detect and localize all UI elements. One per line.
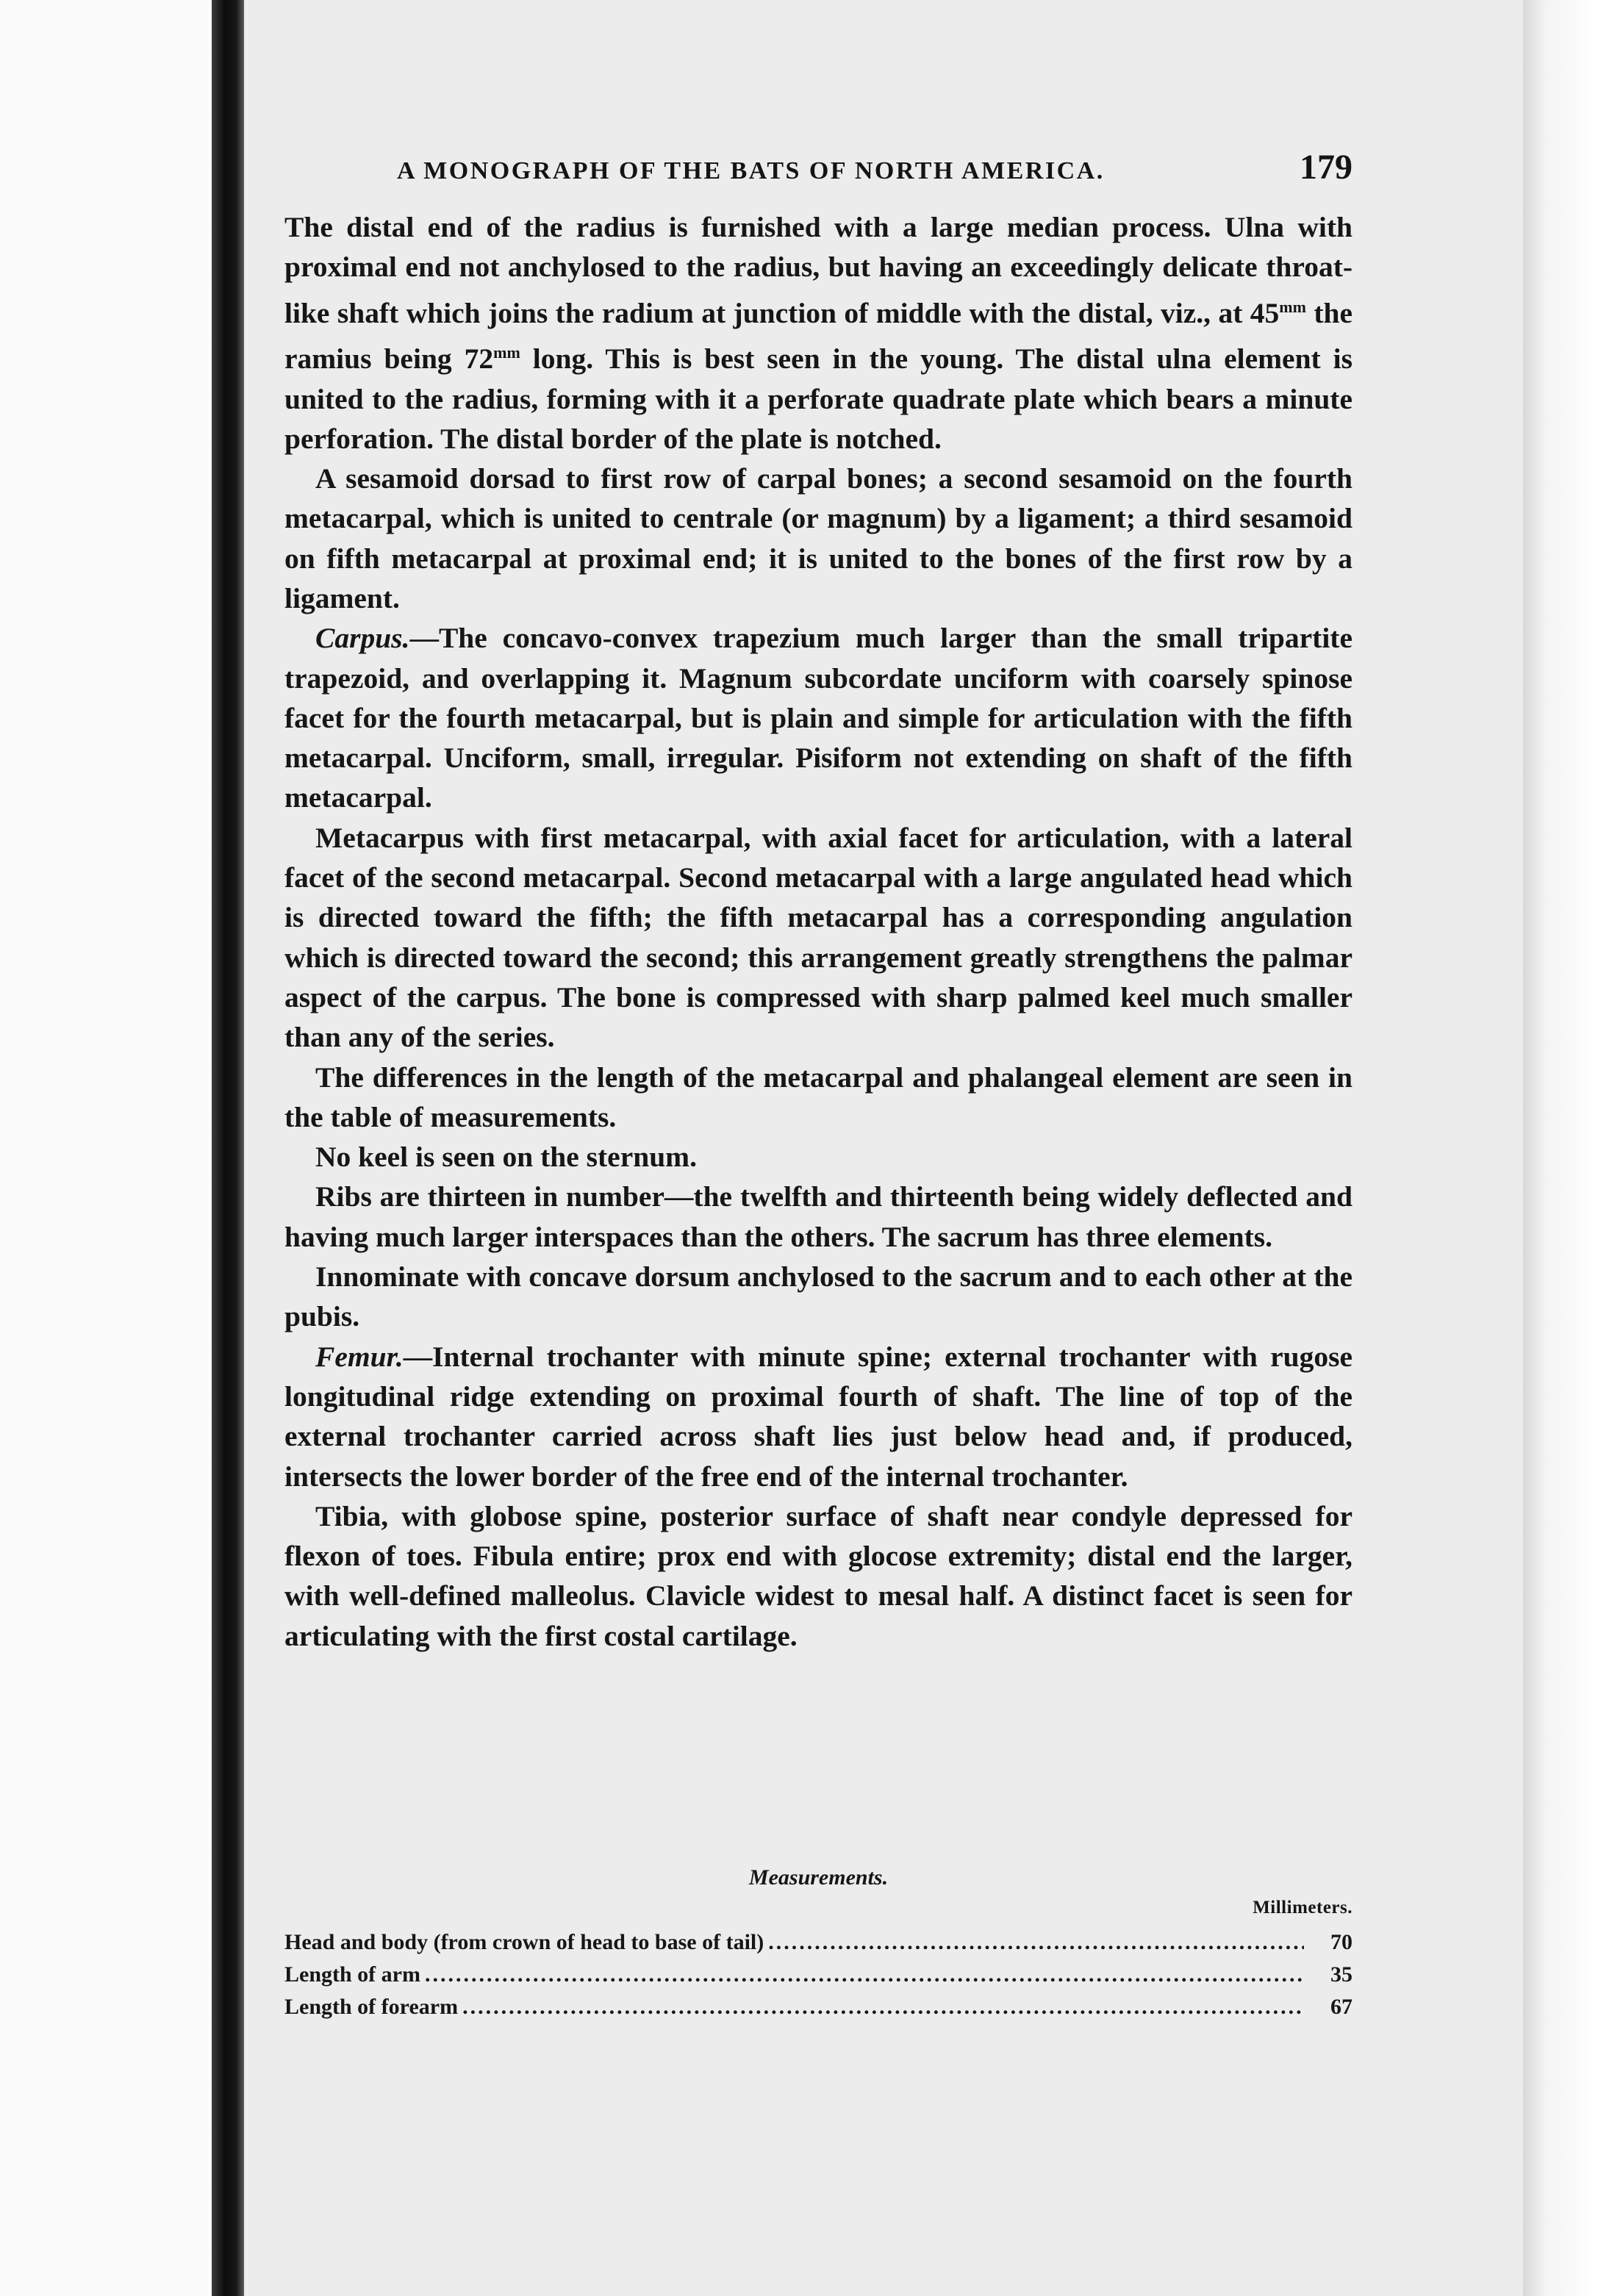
section-lead-femur: Femur. bbox=[315, 1340, 404, 1373]
paragraph-metacarpus: Metacarpus with first metacarpal, with axial facet for articulation, with a lateral facet of the second metacarpal. Second metacarpal with a large angulated head which is directed toward the fifth; the fifth metacarpal has a corresponding angulation which is directed toward the second; this arrangement greatly strengthens the palmar aspect of the carpus. The bone is compressed with sharp palmed keel much smaller than any of the series. bbox=[284, 821, 1352, 1054]
row-value: 70 bbox=[1330, 1930, 1352, 1954]
unit-superscript: mm bbox=[493, 343, 520, 362]
paragraph-text: —The concavo-convex trapezium much larger than the small tripartite trapezoid, and overlapping it. Magnum subcordate unciform with coarsely spinose facet for the fourth metacarpal, but is plain and simple for articulation with the fifth metacarpal. Unciform, small, irregular. Pisiform not extending on shaft of the fifth metacarpal. bbox=[284, 622, 1352, 814]
row-value: 35 bbox=[1330, 1962, 1352, 1987]
paragraph-text: The distal end of the radius is furnished with a large median process. Ulna with proximal end not anchylosed to the radius, but having an exceedingly delicate throat-like shaft which joins the radium at junction of middle with the distal, viz., at 45 bbox=[284, 211, 1352, 329]
paragraph-text: —Internal trochanter with minute spine; external trochanter with rugose longitudinal ridge extending on proximal fourth of shaft. The line of top of the external trochanter carried across shaft lies just below head and, if produced, intersects the lower border of the free end of the internal trochanter. bbox=[284, 1340, 1352, 1493]
paragraph-femur bbox=[284, 1337, 1352, 1496]
section-lead-carpus: Carpus. bbox=[315, 622, 410, 655]
left-page-margin bbox=[0, 0, 213, 2296]
page-right-edge bbox=[1523, 0, 1598, 2296]
paragraph-sesamoid: A sesamoid dorsad to first row of carpal bones; a second sesamoid on the fourth metacarpal, which is united to centrale (or magnum) by a ligament; a third sesamoid on fifth metacarpal at proximal end; it is united to the bones of the first row by a ligament. bbox=[284, 462, 1352, 614]
paragraph-radius-ulna bbox=[284, 207, 1352, 459]
row-label: Length of forearm bbox=[284, 1995, 459, 2019]
paragraph-sternum: No keel is seen on the sternum. bbox=[315, 1141, 697, 1174]
running-title: A MONOGRAPH OF THE BATS OF NORTH AMERICA. bbox=[397, 157, 1105, 184]
running-header bbox=[397, 147, 1352, 191]
body-text bbox=[284, 207, 1352, 1656]
measurements-units: Millimeters. bbox=[1253, 1898, 1352, 1917]
table-row bbox=[284, 1962, 1352, 1995]
paragraph-innominate: Innominate with concave dorsum anchylosed to the sacrum and to each other at the pubis. bbox=[284, 1260, 1352, 1333]
paragraph-carpus bbox=[284, 618, 1352, 817]
dot-leader bbox=[768, 1930, 1304, 1955]
paragraph-ribs: Ribs are thirteen in number—the twelfth and thirteenth being widely deflected and having much larger interspaces than the others. The sacrum has three elements. bbox=[284, 1180, 1352, 1253]
measurements-title: Measurements. bbox=[748, 1865, 889, 1890]
page-number: 179 bbox=[1300, 148, 1352, 187]
paragraph-text: long. This is best seen in the young. The distal ulna element is united to the radius, forming with it a perforate quadrate plate which bears a minute perforation. The distal border of the plate is notched. bbox=[284, 342, 1353, 455]
row-label: Head and body (from crown of head to base of tail) bbox=[284, 1930, 764, 1954]
unit-superscript: mm bbox=[1279, 297, 1306, 316]
row-value: 67 bbox=[1330, 1995, 1352, 2019]
dot-leader bbox=[425, 1962, 1304, 1987]
row-label: Length of arm bbox=[284, 1962, 420, 1987]
paragraph-text: the ramius being 72 bbox=[284, 296, 1353, 376]
paragraph-differences: The differences in the length of the metacarpal and phalangeal element are seen in the table of measurements. bbox=[284, 1061, 1352, 1133]
table-row bbox=[284, 1995, 1352, 2027]
book-spine-shadow bbox=[212, 0, 244, 2296]
table-row bbox=[284, 1930, 1352, 1962]
measurements-table bbox=[284, 1865, 1352, 2027]
paragraph-tibia: Tibia, with globose spine, posterior surface of shaft near condyle depressed for flexon of toes. Fibula entire; prox end with glocose extremity; distal end the larger, with well-defined malleolus. Clavicle widest to mesal half. A distinct facet is seen for articulating with the first costal cartilage. bbox=[284, 1499, 1352, 1652]
dot-leader bbox=[462, 1995, 1304, 2020]
